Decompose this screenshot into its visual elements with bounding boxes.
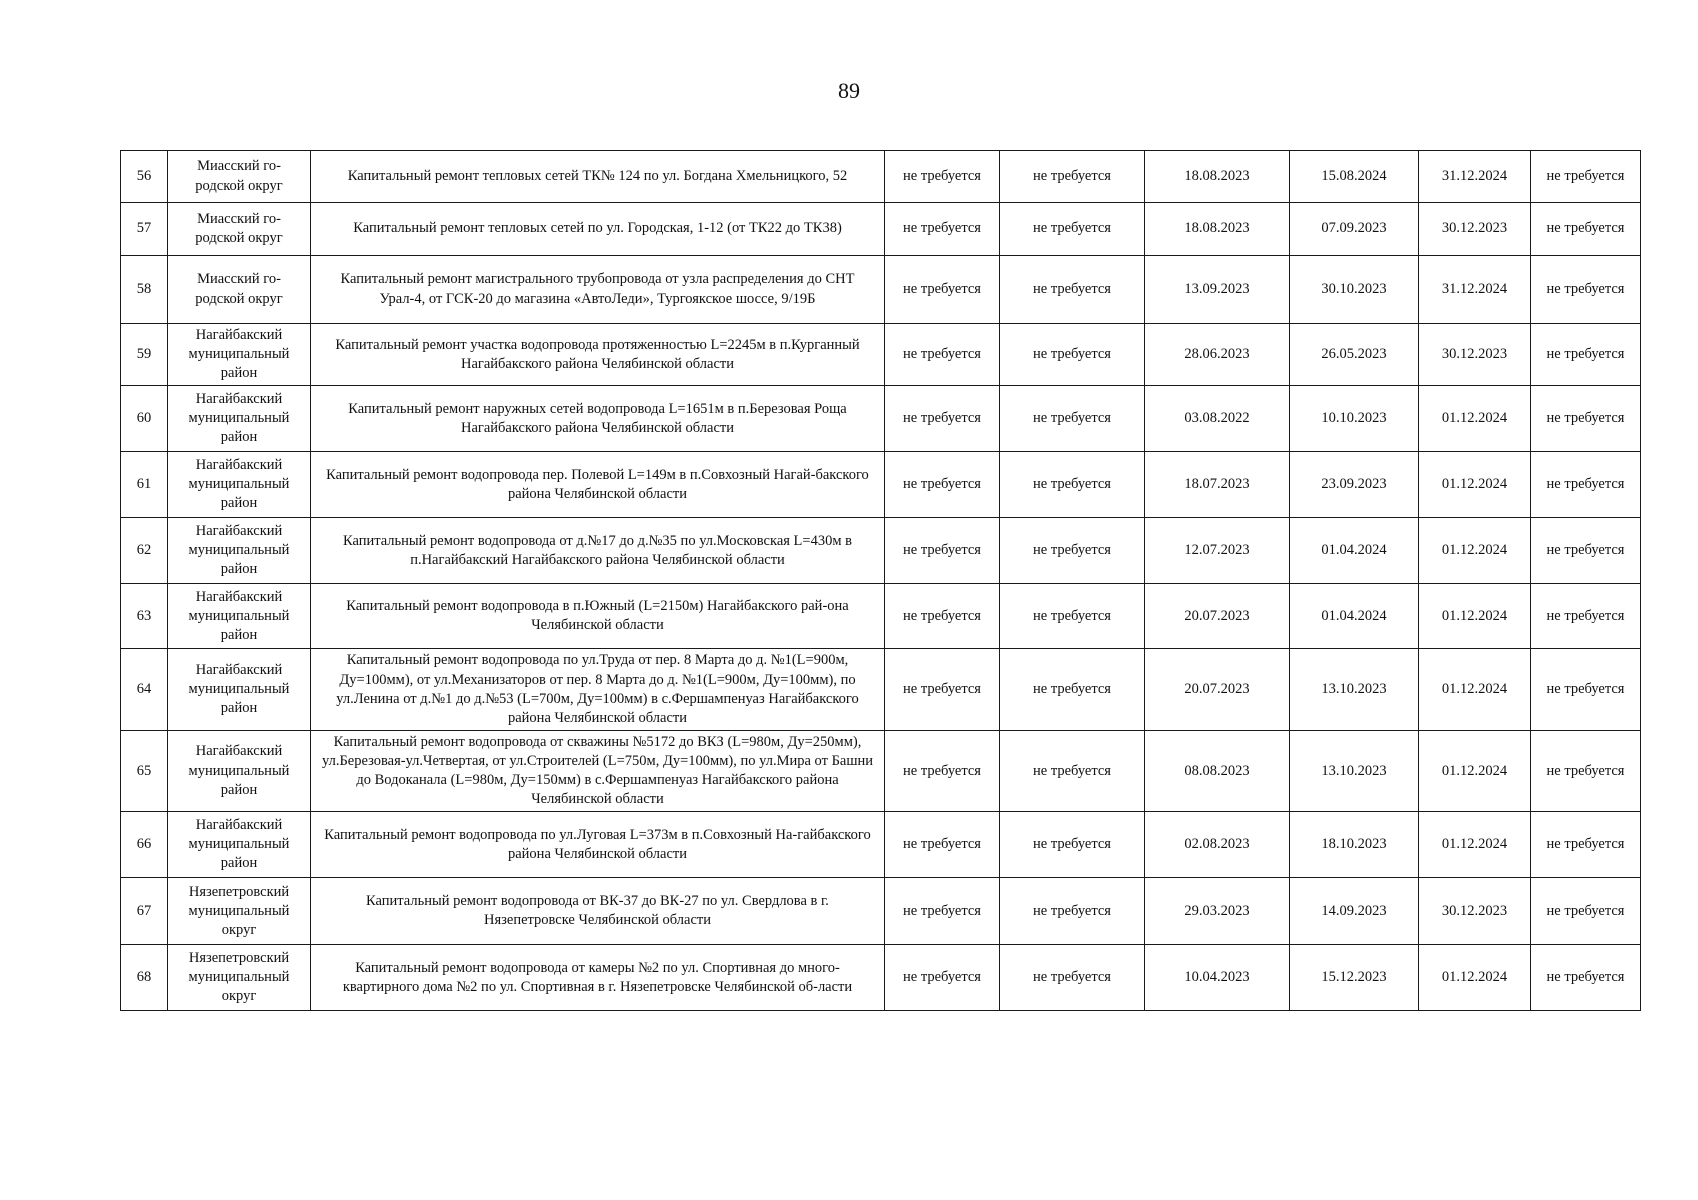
- description-cell: Капитальный ремонт водопровода от камеры №2 по ул. Спортивная до много-квартирного дома №2 по ул. Спортивная в г. Нязепетровске Челябинской об-ласти: [311, 945, 885, 1011]
- description-cell: Капитальный ремонт тепловых сетей по ул. Городская, 1-12 (от ТК22 до ТК38): [311, 203, 885, 256]
- requirement-cell-2: не требуется: [1000, 730, 1145, 812]
- table-row: [121, 386, 1641, 452]
- table-row: [121, 151, 1641, 203]
- requirement-cell-2: не требуется: [1000, 812, 1145, 878]
- requirement-cell-3: не требуется: [1531, 878, 1641, 945]
- requirement-cell-3: не требуется: [1531, 518, 1641, 584]
- date-cell-2: 07.09.2023: [1290, 203, 1419, 256]
- description-cell: Капитальный ремонт магистрального трубопровода от узла распределения до СНТ Урал-4, от ГСК-20 до магазина «АвтоЛеди», Тургоякское шоссе, 9/19Б: [311, 256, 885, 324]
- date-cell-2: 01.04.2024: [1290, 518, 1419, 584]
- table-body: [121, 151, 1641, 1011]
- date-cell-3: 31.12.2024: [1419, 151, 1531, 203]
- requirement-cell-3: не требуется: [1531, 945, 1641, 1011]
- table-row: [121, 945, 1641, 1011]
- requirement-cell-2: не требуется: [1000, 945, 1145, 1011]
- date-cell-3: 01.12.2024: [1419, 452, 1531, 518]
- territory-cell: Нагайбакский муниципальный район: [168, 386, 311, 452]
- date-cell-3: 01.12.2024: [1419, 945, 1531, 1011]
- row-number-cell: 60: [121, 386, 168, 452]
- date-cell-1: 12.07.2023: [1145, 518, 1290, 584]
- description-cell: Капитальный ремонт водопровода от скважины №5172 до ВКЗ (L=980м, Ду=250мм), ул.Березовая-ул.Четвертая, от ул.Строителей (L=750м, Ду=100мм), по ул.Мира от Башни до Водоканала (L=980м, Ду=150мм) в с.Фершампенуаз Нагайбакского района Челябинской области: [311, 730, 885, 812]
- territory-cell: Миасский го-родской округ: [168, 256, 311, 324]
- requirement-cell-3: не требуется: [1531, 203, 1641, 256]
- requirement-cell-1: не требуется: [885, 878, 1000, 945]
- date-cell-2: 15.08.2024: [1290, 151, 1419, 203]
- date-cell-1: 18.08.2023: [1145, 203, 1290, 256]
- row-number-cell: 62: [121, 518, 168, 584]
- date-cell-2: 26.05.2023: [1290, 324, 1419, 386]
- row-number-cell: 61: [121, 452, 168, 518]
- date-cell-1: 13.09.2023: [1145, 256, 1290, 324]
- date-cell-3: 01.12.2024: [1419, 584, 1531, 649]
- requirement-cell-2: не требуется: [1000, 256, 1145, 324]
- requirement-cell-2: не требуется: [1000, 324, 1145, 386]
- description-cell: Капитальный ремонт тепловых сетей ТК№ 124 по ул. Богдана Хмельницкого, 52: [311, 151, 885, 203]
- territory-cell: Нагайбакский муниципальный район: [168, 452, 311, 518]
- requirement-cell-2: не требуется: [1000, 203, 1145, 256]
- date-cell-2: 13.10.2023: [1290, 649, 1419, 731]
- description-cell: Капитальный ремонт водопровода по ул.Луговая L=373м в п.Совхозный На-гайбакского района Челябинской области: [311, 812, 885, 878]
- requirement-cell-3: не требуется: [1531, 730, 1641, 812]
- requirement-cell-2: не требуется: [1000, 878, 1145, 945]
- territory-cell: Миасский го-родской округ: [168, 151, 311, 203]
- territory-cell: Нагайбакский муниципальный район: [168, 584, 311, 649]
- table-row: [121, 256, 1641, 324]
- table-row: [121, 584, 1641, 649]
- date-cell-3: 01.12.2024: [1419, 730, 1531, 812]
- table-row: [121, 730, 1641, 812]
- territory-cell: Нязепетровский муниципальный округ: [168, 878, 311, 945]
- description-cell: Капитальный ремонт водопровода в п.Южный (L=2150м) Нагайбакского рай-она Челябинской области: [311, 584, 885, 649]
- territory-cell: Нагайбакский муниципальный район: [168, 649, 311, 731]
- date-cell-1: 03.08.2022: [1145, 386, 1290, 452]
- row-number-cell: 67: [121, 878, 168, 945]
- requirement-cell-3: не требуется: [1531, 256, 1641, 324]
- date-cell-3: 01.12.2024: [1419, 386, 1531, 452]
- requirement-cell-1: не требуется: [885, 324, 1000, 386]
- date-cell-3: 01.12.2024: [1419, 518, 1531, 584]
- requirement-cell-1: не требуется: [885, 452, 1000, 518]
- date-cell-2: 15.12.2023: [1290, 945, 1419, 1011]
- description-cell: Капитальный ремонт наружных сетей водопровода L=1651м в п.Березовая Роща Нагайбакского района Челябинской области: [311, 386, 885, 452]
- row-number-cell: 56: [121, 151, 168, 203]
- requirement-cell-1: не требуется: [885, 256, 1000, 324]
- requirement-cell-2: не требуется: [1000, 151, 1145, 203]
- row-number-cell: 59: [121, 324, 168, 386]
- date-cell-2: 18.10.2023: [1290, 812, 1419, 878]
- requirement-cell-2: не требуется: [1000, 386, 1145, 452]
- territory-cell: Нагайбакский муниципальный район: [168, 324, 311, 386]
- requirement-cell-1: не требуется: [885, 730, 1000, 812]
- requirement-cell-3: не требуется: [1531, 324, 1641, 386]
- date-cell-1: 18.07.2023: [1145, 452, 1290, 518]
- date-cell-3: 30.12.2023: [1419, 878, 1531, 945]
- requirement-cell-3: не требуется: [1531, 452, 1641, 518]
- date-cell-1: 29.03.2023: [1145, 878, 1290, 945]
- date-cell-1: 08.08.2023: [1145, 730, 1290, 812]
- requirement-cell-1: не требуется: [885, 945, 1000, 1011]
- requirement-cell-3: не требуется: [1531, 584, 1641, 649]
- requirement-cell-2: не требуется: [1000, 584, 1145, 649]
- date-cell-3: 31.12.2024: [1419, 256, 1531, 324]
- requirement-cell-3: не требуется: [1531, 151, 1641, 203]
- date-cell-1: 20.07.2023: [1145, 649, 1290, 731]
- requirement-cell-1: не требуется: [885, 151, 1000, 203]
- row-number-cell: 63: [121, 584, 168, 649]
- table-row: [121, 812, 1641, 878]
- requirement-cell-1: не требуется: [885, 518, 1000, 584]
- requirement-cell-2: не требуется: [1000, 649, 1145, 731]
- date-cell-2: 30.10.2023: [1290, 256, 1419, 324]
- date-cell-2: 23.09.2023: [1290, 452, 1419, 518]
- territory-cell: Нагайбакский муниципальный район: [168, 812, 311, 878]
- date-cell-1: 20.07.2023: [1145, 584, 1290, 649]
- requirement-cell-1: не требуется: [885, 386, 1000, 452]
- table-row: [121, 649, 1641, 731]
- date-cell-1: 18.08.2023: [1145, 151, 1290, 203]
- table-row: [121, 518, 1641, 584]
- requirement-cell-1: не требуется: [885, 584, 1000, 649]
- row-number-cell: 58: [121, 256, 168, 324]
- table-row: [121, 452, 1641, 518]
- description-cell: Капитальный ремонт водопровода от д.№17 до д.№35 по ул.Московская L=430м в п.Нагайбакский Нагайбакского района Челябинской области: [311, 518, 885, 584]
- date-cell-3: 30.12.2023: [1419, 203, 1531, 256]
- works-table: [120, 150, 1641, 1011]
- row-number-cell: 66: [121, 812, 168, 878]
- requirement-cell-2: не требуется: [1000, 518, 1145, 584]
- requirement-cell-3: не требуется: [1531, 649, 1641, 731]
- date-cell-1: 28.06.2023: [1145, 324, 1290, 386]
- territory-cell: Нязепетровский муниципальный округ: [168, 945, 311, 1011]
- date-cell-2: 10.10.2023: [1290, 386, 1419, 452]
- requirement-cell-1: не требуется: [885, 812, 1000, 878]
- table-row: [121, 203, 1641, 256]
- territory-cell: Нагайбакский муниципальный район: [168, 730, 311, 812]
- date-cell-2: 13.10.2023: [1290, 730, 1419, 812]
- requirement-cell-3: не требуется: [1531, 812, 1641, 878]
- requirement-cell-1: не требуется: [885, 203, 1000, 256]
- row-number-cell: 64: [121, 649, 168, 731]
- date-cell-2: 01.04.2024: [1290, 584, 1419, 649]
- requirement-cell-1: не требуется: [885, 649, 1000, 731]
- date-cell-3: 01.12.2024: [1419, 812, 1531, 878]
- date-cell-3: 01.12.2024: [1419, 649, 1531, 731]
- row-number-cell: 57: [121, 203, 168, 256]
- date-cell-3: 30.12.2023: [1419, 324, 1531, 386]
- description-cell: Капитальный ремонт водопровода пер. Полевой L=149м в п.Совхозный Нагай-бакского района Челябинской области: [311, 452, 885, 518]
- table-row: [121, 324, 1641, 386]
- description-cell: Капитальный ремонт участка водопровода протяженностью L=2245м в п.Курганный Нагайбакского района Челябинской области: [311, 324, 885, 386]
- date-cell-1: 10.04.2023: [1145, 945, 1290, 1011]
- requirement-cell-3: не требуется: [1531, 386, 1641, 452]
- description-cell: Капитальный ремонт водопровода по ул.Труда от пер. 8 Марта до д. №1(L=900м, Ду=100мм), от ул.Механизаторов от пер. 8 Марта до д. №1(L=900м, Ду=100мм), по ул.Ленина от д.№1 до д.№53 (L=700м, Ду=100мм) в с.Фершампенуаз Нагайбакского района Челябинской области: [311, 649, 885, 731]
- requirement-cell-2: не требуется: [1000, 452, 1145, 518]
- row-number-cell: 65: [121, 730, 168, 812]
- date-cell-2: 14.09.2023: [1290, 878, 1419, 945]
- row-number-cell: 68: [121, 945, 168, 1011]
- table-row: [121, 878, 1641, 945]
- territory-cell: Нагайбакский муниципальный район: [168, 518, 311, 584]
- page-number: 89: [838, 78, 860, 103]
- date-cell-1: 02.08.2023: [1145, 812, 1290, 878]
- territory-cell: Миасский го-родской округ: [168, 203, 311, 256]
- description-cell: Капитальный ремонт водопровода от ВК-37 до ВК-27 по ул. Свердлова в г. Нязепетровске Челябинской области: [311, 878, 885, 945]
